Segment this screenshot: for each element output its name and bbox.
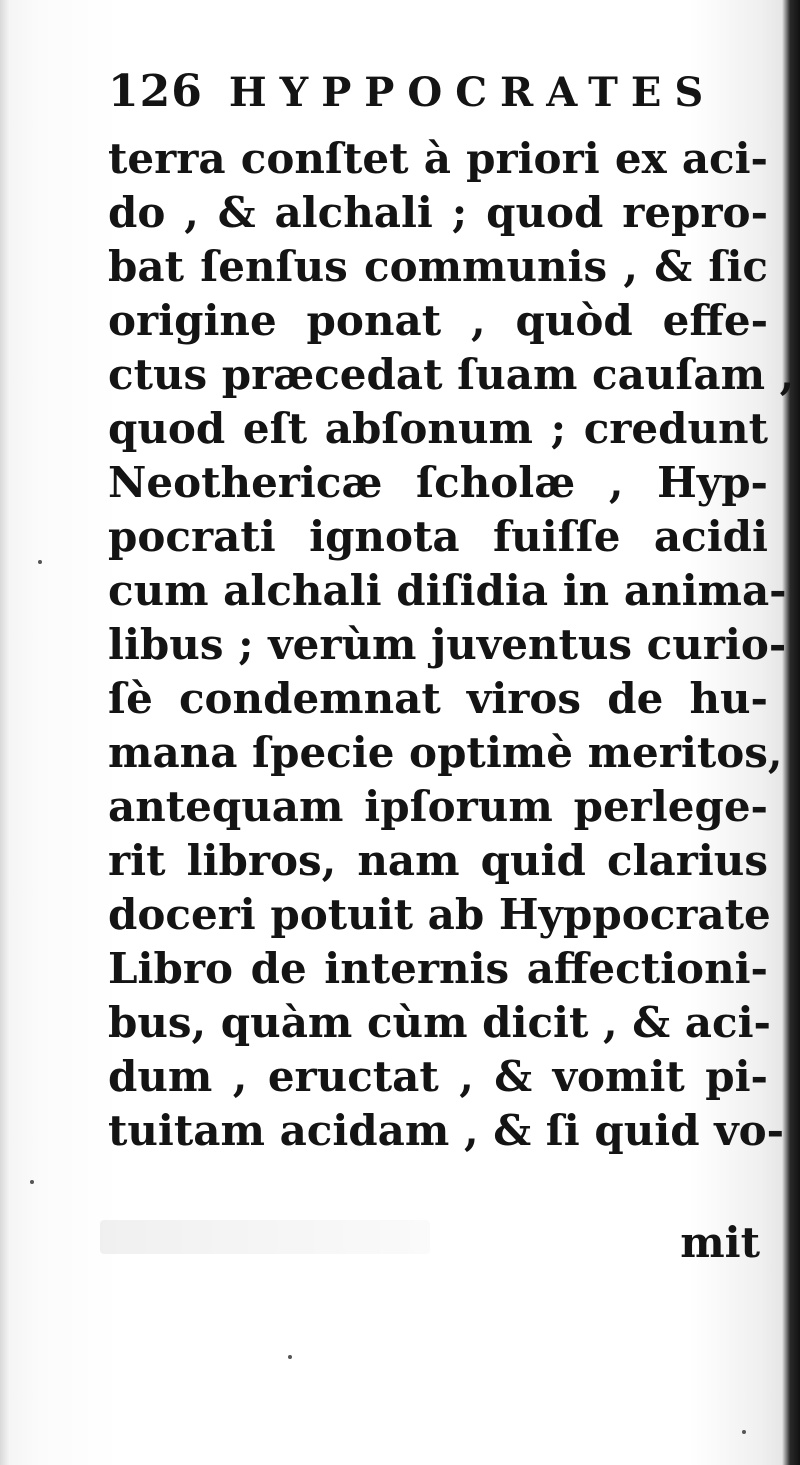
catchword: mit (680, 1218, 760, 1267)
text-line: tuitam acidam , & ſi quid vo- (108, 1106, 785, 1155)
text-line: bus, quàm cùm dicit , & aci- (108, 998, 771, 1047)
text-line: mana ſpecie optimè meritos, (108, 728, 783, 777)
page-header (108, 66, 716, 126)
paper-speck (30, 1180, 34, 1184)
paper-speck (742, 1430, 746, 1434)
text-line: antequam ipſorum perlege- (108, 782, 768, 831)
text-line: cum alchali diſidia in anima- (108, 566, 787, 615)
text-line: ſè condemnat viros de hu- (108, 674, 768, 723)
body-text (108, 132, 795, 1158)
text-line: do , & alchali ; quod repro- (108, 188, 768, 237)
running-title: HYPPOCRATES (228, 69, 717, 116)
text-line: origine ponat , quòd effe- (108, 296, 768, 345)
page-number: 126 (108, 66, 203, 117)
page-gutter (0, 0, 10, 1465)
text-line: doceri potuit ab Hyppocrate (108, 890, 771, 939)
ink-bleed-through (100, 1220, 430, 1254)
paper-speck (38, 560, 42, 564)
paper-speck (288, 1355, 292, 1359)
text-line: quod eſt abſonum ; credunt (108, 404, 768, 453)
text-line: libus ; verùm juventus curio- (108, 620, 787, 669)
text-line: pocrati ignota fuiſſe acidi (108, 512, 768, 561)
text-line: dum , eructat , & vomit pi- (108, 1052, 768, 1101)
text-line: ctus præcedat ſuam cauſam , (108, 350, 795, 399)
text-line: Libro de internis affectioni- (108, 944, 768, 993)
text-line: Neothericæ ſcholæ , Hyp- (108, 458, 768, 507)
text-line: bat ſenſus communis , & ſic (108, 242, 768, 291)
text-line: rit libros, nam quid clarius (108, 836, 768, 885)
text-line: terra conſtet à priori ex aci- (108, 134, 768, 183)
